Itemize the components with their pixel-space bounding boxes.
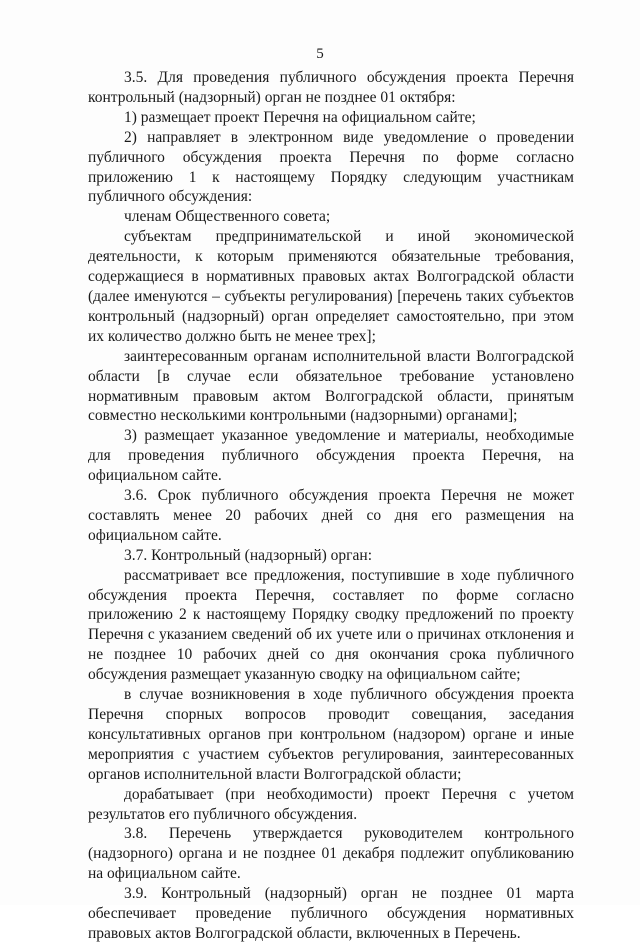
paragraph-3-7-disputes: в случае возникновения в ходе публичного обсуждения проекта Перечня спорных вопросов проводит совещания, заседания консультативных органов при контрольном (надзором) органе и иные мероприятия с участием субъектов регулирования, заинтересованных органов исполнительной власти Волгоградской области;: [88, 686, 574, 783]
paragraph-3-7-review: рассматривает все предложения, поступившие в ходе публичного обсуждения проекта Перечня, составляет по форме согласно приложению 2 к настоящему Порядку сводку предложений по проекту Перечня с указанием сведений об их учете или о причинах отклонения и не позднее 10 рабочих дней со дня окончания срока публичного обсуждения размещает указанную сводку на официальном сайте;: [88, 566, 574, 684]
paragraph-3-6: 3.6. Срок публичного обсуждения проекта Перечня не может составлять менее 20 рабочих дней со дня его размещения на официальном сайте.: [88, 487, 574, 544]
paragraph-3-7-finalize: дорабатывает (при необходимости) проект Перечня с учетом результатов его публичного обсуждения.: [88, 785, 574, 823]
paragraph-3-5: 3.5. Для проведения публичного обсуждения проекта Перечня контрольный (надзорный) орган не позднее 01 октября:: [88, 69, 574, 106]
paragraph-participants-business: субъектам предпринимательской и иной экономической деятельности, к которым применяются обязательные требования, содержащиеся в нормативных правовых актах Волгоградской области (далее именуются – субъекты регулирования) [перечень таких субъектов контрольный (надзорный) орган определяет самостоятельно, при этом их количество должно быть не менее трех];: [88, 228, 574, 345]
paragraph-3-7: 3.7. Контрольный (надзорный) орган:: [124, 546, 372, 564]
paragraph-3-9: 3.9. Контрольный (надзорный) орган не позднее 01 марта обеспечивает проведение публичного обсуждения нормативных правовых актов Волгоградской области, включенных в Перечень.: [88, 885, 574, 942]
paragraph-3-5-item-2: 2) направляет в электронном виде уведомление о проведении публичного обсуждения проекта Перечня по форме согласно приложению 1 к настоящему Порядку следующим участникам публичного обсуждения:: [88, 128, 574, 206]
page-number: 5: [316, 46, 324, 62]
document-body: [88, 68, 574, 944]
paragraph-participants-authorities: заинтересованным органам исполнительной власти Волгоградской области [в случае если обязательное требование установлено нормативным правовым актом Волгоградской области, принятым совместно несколькими контрольными (надзорными) органами];: [88, 347, 574, 425]
paragraph-3-5-item-3: 3) размещает указанное уведомление и материалы, необходимые для проведения публичного обсуждения проекта Перечня, на официальном сайте.: [88, 427, 574, 485]
paragraph-3-8: 3.8. Перечень утверждается руководителем контрольного (надзорного) органа и не позднее 01 декабря подлежит опубликованию на официальном сайте.: [88, 825, 574, 883]
paragraph-participants-council: членам Общественного совета;: [124, 208, 331, 226]
paragraph-3-5-item-1: 1) размещает проект Перечня на официальном сайте;: [124, 108, 476, 126]
